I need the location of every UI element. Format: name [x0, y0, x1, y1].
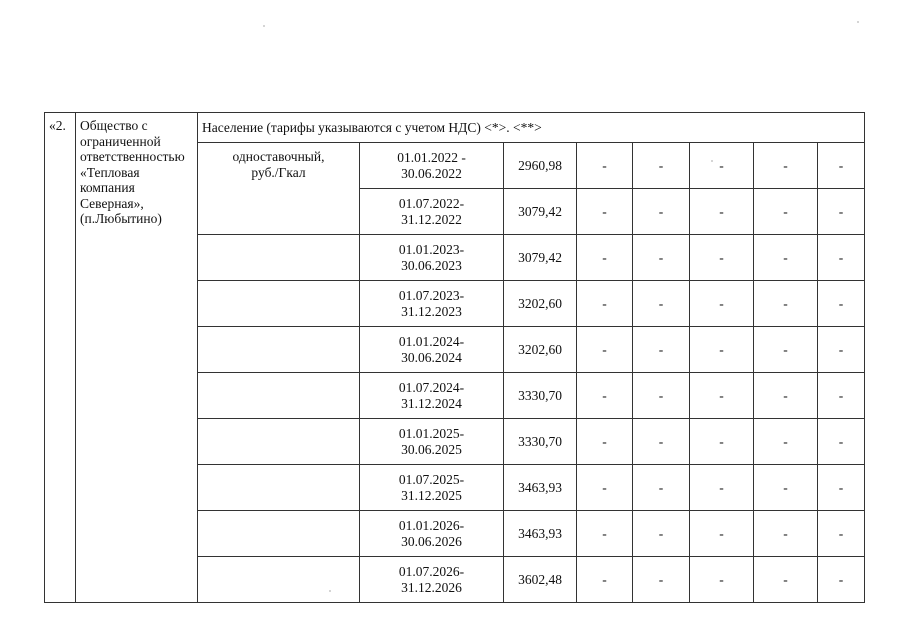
tariff-unit-empty: [198, 373, 360, 419]
scan-speck: [857, 21, 859, 23]
price-cell: 3463,93: [504, 511, 577, 557]
period-cell: 01.01.2023- 30.06.2023: [360, 235, 504, 281]
period-cell: 01.07.2022- 31.12.2022: [360, 189, 504, 235]
tariff-table-body: [45, 113, 865, 603]
scan-speck: [263, 25, 265, 27]
empty-value-cell: -: [690, 235, 754, 281]
empty-value-cell: -: [577, 235, 633, 281]
empty-value-cell: -: [818, 511, 865, 557]
empty-value-cell: -: [577, 143, 633, 189]
empty-value-cell: -: [577, 373, 633, 419]
empty-value-cell: -: [577, 511, 633, 557]
empty-value-cell: -: [818, 327, 865, 373]
empty-value-cell: -: [818, 235, 865, 281]
period-cell: 01.07.2026- 31.12.2026: [360, 557, 504, 603]
period-cell: 01.01.2024- 30.06.2024: [360, 327, 504, 373]
empty-value-cell: -: [690, 189, 754, 235]
empty-value-cell: -: [818, 143, 865, 189]
empty-value-cell: -: [577, 189, 633, 235]
empty-value-cell: -: [577, 281, 633, 327]
period-cell: 01.07.2024- 31.12.2024: [360, 373, 504, 419]
empty-value-cell: -: [633, 281, 690, 327]
empty-value-cell: -: [690, 373, 754, 419]
empty-value-cell: -: [690, 143, 754, 189]
tariff-unit-empty: [198, 327, 360, 373]
empty-value-cell: -: [754, 189, 818, 235]
row-number: «2.: [45, 113, 76, 603]
organization-name: Общество с ограниченной ответственностью «Тепловая компания Северная», (п.Любытино): [76, 113, 198, 603]
price-cell: 3330,70: [504, 419, 577, 465]
empty-value-cell: -: [754, 281, 818, 327]
empty-value-cell: -: [754, 235, 818, 281]
empty-value-cell: -: [754, 557, 818, 603]
tariff-unit: одноставочный, руб./Гкал: [198, 143, 360, 235]
empty-value-cell: -: [633, 327, 690, 373]
price-cell: 3202,60: [504, 281, 577, 327]
empty-value-cell: -: [577, 465, 633, 511]
tariff-unit-empty: [198, 465, 360, 511]
empty-value-cell: -: [690, 281, 754, 327]
empty-value-cell: -: [818, 419, 865, 465]
price-cell: 3079,42: [504, 189, 577, 235]
empty-value-cell: -: [690, 327, 754, 373]
empty-value-cell: -: [818, 373, 865, 419]
section-header: Население (тарифы указываются с учетом НДС) <*>. <**>: [198, 113, 865, 143]
period-cell: 01.07.2025- 31.12.2025: [360, 465, 504, 511]
empty-value-cell: -: [577, 327, 633, 373]
empty-value-cell: -: [818, 465, 865, 511]
empty-value-cell: -: [818, 281, 865, 327]
empty-value-cell: -: [754, 143, 818, 189]
price-cell: 2960,98: [504, 143, 577, 189]
empty-value-cell: -: [577, 557, 633, 603]
empty-value-cell: -: [690, 511, 754, 557]
price-cell: 3330,70: [504, 373, 577, 419]
empty-value-cell: -: [690, 557, 754, 603]
period-cell: 01.07.2023- 31.12.2023: [360, 281, 504, 327]
empty-value-cell: -: [754, 511, 818, 557]
empty-value-cell: -: [577, 419, 633, 465]
empty-value-cell: -: [818, 557, 865, 603]
empty-value-cell: -: [754, 465, 818, 511]
empty-value-cell: -: [754, 327, 818, 373]
section-header-row: [45, 113, 865, 143]
empty-value-cell: -: [633, 511, 690, 557]
price-cell: 3202,60: [504, 327, 577, 373]
empty-value-cell: -: [633, 557, 690, 603]
tariff-unit-empty: [198, 557, 360, 603]
tariff-table: [44, 112, 865, 603]
tariff-unit-empty: [198, 235, 360, 281]
empty-value-cell: -: [818, 189, 865, 235]
empty-value-cell: -: [633, 419, 690, 465]
empty-value-cell: -: [633, 373, 690, 419]
price-cell: 3463,93: [504, 465, 577, 511]
period-cell: 01.01.2022 - 30.06.2022: [360, 143, 504, 189]
empty-value-cell: -: [754, 373, 818, 419]
price-cell: 3602,48: [504, 557, 577, 603]
period-cell: 01.01.2025- 30.06.2025: [360, 419, 504, 465]
empty-value-cell: -: [690, 465, 754, 511]
empty-value-cell: -: [633, 143, 690, 189]
empty-value-cell: -: [690, 419, 754, 465]
empty-value-cell: -: [633, 235, 690, 281]
tariff-unit-empty: [198, 511, 360, 557]
period-cell: 01.01.2026- 30.06.2026: [360, 511, 504, 557]
empty-value-cell: -: [754, 419, 818, 465]
empty-value-cell: -: [633, 189, 690, 235]
empty-value-cell: -: [633, 465, 690, 511]
tariff-unit-empty: [198, 419, 360, 465]
price-cell: 3079,42: [504, 235, 577, 281]
tariff-unit-empty: [198, 281, 360, 327]
